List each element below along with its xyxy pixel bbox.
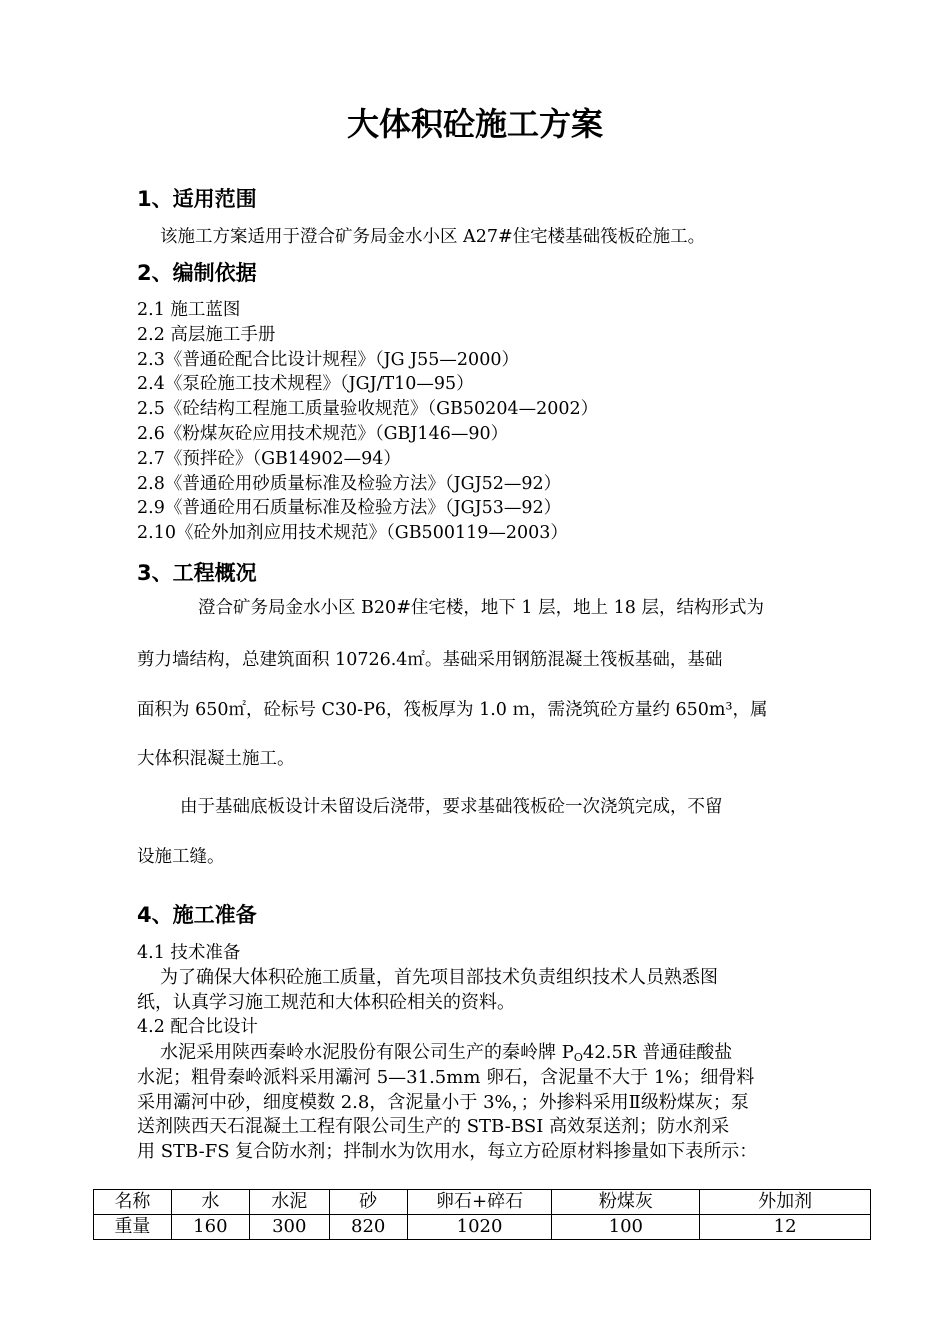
subsection-4-1-title: 4.1 技术准备 <box>137 943 241 963</box>
reference-item: 2.7《预拌砼》（GB14902—94） <box>137 448 401 469</box>
table-header-cell: 水 <box>171 1190 249 1215</box>
reference-item: 2.3《普通砼配合比设计规程》（JG J55—2000） <box>137 349 519 370</box>
mix-design-line: 水泥；粗骨秦岭派料采用灞河 5—31.5mm 卵石，含泥量不大于 1%；细骨料 <box>137 1067 755 1088</box>
reference-item: 2.4《泵砼施工技术规程》（JGJ/T10—95） <box>137 374 474 395</box>
section-2-heading: 2、编制依据 <box>137 261 257 285</box>
table-cell: 820 <box>329 1215 407 1240</box>
overview-line: 剪力墙结构，总建筑面积 10726.4㎡。基础采用钢筋混凝土筏板基础，基础 <box>137 650 723 670</box>
subsection-4-2-title: 4.2 配合比设计 <box>137 1017 258 1037</box>
table-cell: 1020 <box>407 1215 552 1240</box>
reference-item: 2.1 施工蓝图 <box>137 300 241 320</box>
table-cell: 160 <box>171 1215 249 1240</box>
section-4-heading: 4、施工准备 <box>137 903 257 927</box>
reference-item: 2.6《粉煤灰砼应用技术规范》（GBJ146—90） <box>137 423 509 444</box>
table-header-row <box>94 1190 871 1215</box>
overview-line: 面积为 650㎡，砼标号 C30-P6，筏板厚为 1.0 ｍ，需浇筑砼方量约 650m³，属 <box>137 700 768 720</box>
section-3-heading: 3、工程概况 <box>137 561 257 585</box>
table-header-cell: 粉煤灰 <box>552 1190 700 1215</box>
tech-prep-line: 为了确保大体积砼施工质量，首先项目部技术负责组织技术人员熟悉图 <box>160 967 718 988</box>
section-1-heading: 1、适用范围 <box>137 187 257 211</box>
mix-design-line: 采用灞河中砂，细度模数 2.8，含泥量小于 3%，；外掺料采用Ⅱ级粉煤灰；泵 <box>137 1092 749 1113</box>
reference-item: 2.8《普通砼用砂质量标准及检验方法》（JGJ52—92） <box>137 473 562 494</box>
mix-design-line: 用 STB-FS 复合防水剂；拌制水为饮用水，每立方砼原材料掺量如下表所示： <box>137 1141 758 1162</box>
cement-grade-subscript: O <box>573 1051 583 1064</box>
reference-item: 2.10《砼外加剂应用技术规范》（GB500119—2003） <box>137 523 568 544</box>
overview-line: 由于基础底板设计未留设后浇带，要求基础筏板砼一次浇筑完成，不留 <box>180 797 723 817</box>
tech-prep-line: 纸，认真学习施工规范和大体积砼相关的资料。 <box>137 992 515 1013</box>
reference-item: 2.9《普通砼用石质量标准及检验方法》（JGJ53—92） <box>137 498 562 519</box>
document-title: 大体积砼施工方案 <box>346 105 603 143</box>
table-header-cell: 水泥 <box>249 1190 329 1215</box>
table-cell: 100 <box>552 1215 700 1240</box>
overview-line: 大体积混凝土施工。 <box>137 749 295 769</box>
overview-line: 澄合矿务局金水小区 B20#住宅楼，地下 1 层，地上 18 层，结构形式为 <box>198 598 765 618</box>
cement-text: 水泥采用陕西秦岭水泥股份有限公司生产的秦岭牌 P <box>160 1042 574 1063</box>
cement-text: 42.5R 普通硅酸盐 <box>582 1042 733 1063</box>
reference-item: 2.2 高层施工手册 <box>137 324 276 345</box>
mix-design-line: 送剂陕西天石混凝土工程有限公司生产的 STB-BSI 高效泵送剂；防水剂采 <box>137 1116 730 1137</box>
table-header-cell: 名称 <box>94 1190 172 1215</box>
table-cell: 300 <box>249 1215 329 1240</box>
table-cell: 重量 <box>94 1215 172 1240</box>
section-1-text: 该施工方案适用于澄合矿务局金水小区 A27#住宅楼基础筏板砼施工。 <box>160 227 706 247</box>
table-row <box>94 1215 871 1240</box>
table-cell: 12 <box>700 1215 871 1240</box>
table-header-cell: 砂 <box>329 1190 407 1215</box>
table-header-cell: 卵石+碎石 <box>407 1190 552 1215</box>
reference-item: 2.5《砼结构工程施工质量验收规范》（GB50204—2002） <box>137 399 599 420</box>
table-header-cell: 外加剂 <box>700 1190 871 1215</box>
mix-proportion-table <box>93 1189 871 1240</box>
overview-line: 设施工缝。 <box>137 847 225 867</box>
reference-list <box>137 298 598 546</box>
